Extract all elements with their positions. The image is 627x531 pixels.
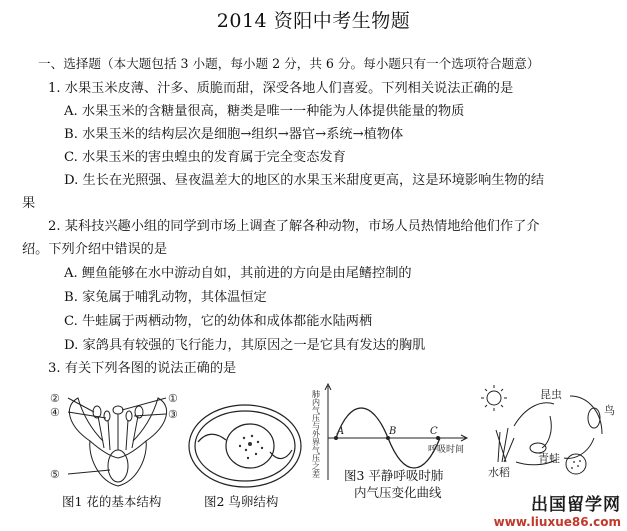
q2-stem-continued: 绍。下列介绍中错误的是: [22, 242, 168, 257]
flower-structure-figure: [48, 386, 188, 494]
q2-option-c: C. 牛蛙属于两栖动物，它的幼体和成体都能水陆两栖: [64, 314, 373, 329]
bird-egg-figure: [186, 402, 304, 490]
watermark-url: www.liuxue86.com: [493, 515, 621, 529]
label-rice: 水稻: [488, 466, 510, 479]
label-frog: 青蛙: [538, 452, 560, 465]
q2-stem: 2. 某科技兴趣小组的同学到市场上调查了解各种动物，市场人员热情地给他们作了介: [48, 219, 540, 234]
q2-option-b: B. 家兔属于哺乳动物，其体温恒定: [64, 290, 267, 305]
q1-option-c: C. 水果玉米的害虫蝗虫的发育属于完全变态发育: [64, 150, 346, 165]
q1-option-d: D. 生长在光照强、昼夜温差大的地区的水果玉米甜度更高，这是环境影响生物的结: [64, 173, 545, 188]
watermark: [494, 490, 621, 529]
page-title: 2014 资阳中考生物题: [216, 10, 411, 32]
q1-option-b: B. 水果玉米的结构层次是细胞→组织→器官→系统→植物体: [64, 127, 404, 142]
q2-option-a: A. 鲤鱼能够在水中游动自如，其前进的方向是由尾鳍控制的: [64, 266, 412, 281]
curve-point-c: C: [430, 426, 438, 437]
q1-stem: 1. 水果玉米皮薄、汁多、质脆而甜，深受各地人们喜爱。下列相关说法正确的是: [48, 81, 514, 96]
flower-label-2: ②: [50, 392, 60, 405]
section-header: 一、选择题（本大题包括 3 小题，每小题 2 分，共 6 分。每小题只有一个选项符合题意）: [38, 56, 540, 71]
curve-point-b: B: [389, 426, 397, 437]
fig3-caption-line2: 内气压变化曲线: [354, 485, 442, 500]
q3-stem: 3. 有关下列各图的说法正确的是: [48, 361, 237, 376]
curve-point-a: A: [337, 426, 345, 437]
fig1-caption: 图1 花的基本结构: [62, 494, 162, 509]
watermark-site: 出国留学网: [531, 495, 621, 515]
q2-option-d: D. 家鸽具有较强的飞行能力，其原因之一是它具有发达的胸肌: [64, 338, 426, 353]
flower-label-1: ①: [168, 392, 178, 405]
flower-label-3: ③: [168, 408, 178, 421]
flower-label-4: ④: [50, 406, 60, 419]
label-bird: 鸟: [604, 404, 615, 417]
food-chain-figure: [478, 382, 618, 486]
label-insect: 昆虫: [540, 388, 562, 401]
y-axis-label: 肺内气压与外界气压之差: [311, 390, 321, 478]
x-axis-label: 呼吸时间: [428, 445, 465, 455]
flower-label-5: ⑤: [50, 468, 60, 481]
q1-option-a: A. 水果玉米的含糖量很高，糖类是唯一一种能为人体提供能量的物质: [64, 104, 465, 119]
fig2-caption: 图2 鸟卵结构: [204, 494, 279, 509]
fig3-caption-line1: 图3 平静呼吸时肺: [344, 468, 444, 483]
q1-option-d-continued: 果: [22, 196, 36, 211]
